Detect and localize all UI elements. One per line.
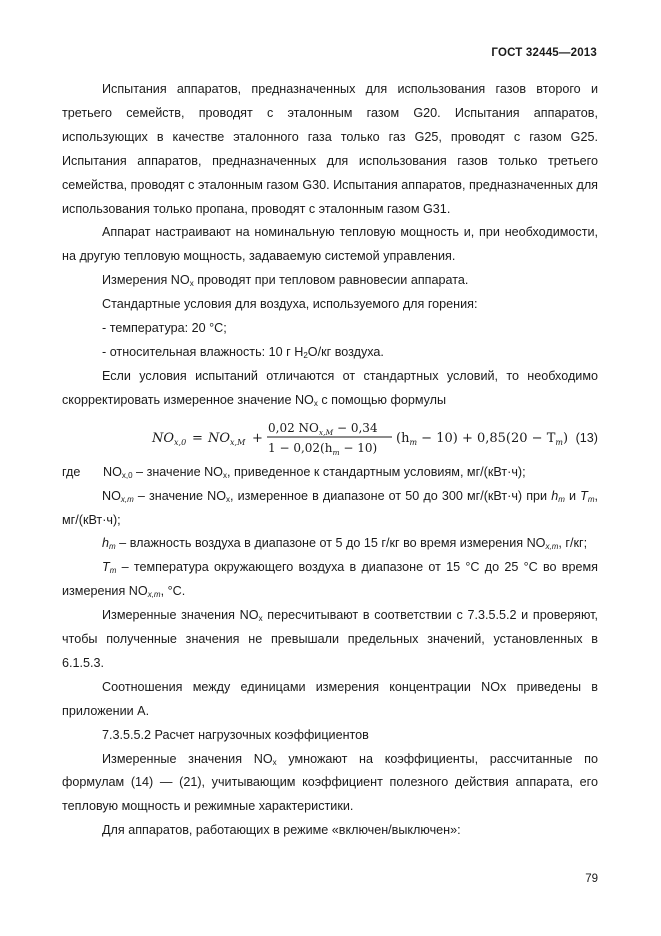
paragraph-nox-measurement: Измерения $NO_x$ проводят при тепловом равновесии аппарата.: [102, 273, 469, 289]
formula-term1: NO: [208, 430, 231, 446]
formula-13: [62, 413, 598, 461]
formula-expression: [152, 415, 569, 459]
definition-nox0: где $NO_{x,0}$ – значение $NO_x$, приведенное к стандартным условиям, мг/(кВт·ч);: [62, 464, 526, 480]
paragraph-load-factors: Измеренные значения $NO_x$ умножают на коэффициенты, рассчитанные по формулам (14) — (21), учитывающим коэффициент полезного действия аппарата, его тепловую мощность и режимные характеристики.: [62, 751, 598, 814]
svg-text:NOx,M: $NO_{x,M}$: [208, 430, 246, 447]
paragraph-on-off-mode: Для аппаратов, работающих в режиме «включен/выключен»:: [102, 823, 461, 838]
paragraph-units-annex: Соотношения между единицами измерения концентрации NOx приведены в приложении А.: [62, 679, 598, 718]
formula-numerator: 0,02 NO: [268, 420, 319, 435]
svg-text:NOx,0: $NO_{x,0}$: [152, 430, 187, 447]
paragraph-heat-output: Аппарат настраивают на номинальную тепловую мощность и, при необходимости, на другую тепловую мощность, задаваемую системой управления.: [62, 225, 598, 264]
standard-header: ГОСТ 32445—2013: [491, 47, 597, 59]
svg-text:(hm − 10) + 0,85(20 − Tm): $(h_m - 10) + 0,85(20 - T_m)$: [396, 430, 569, 447]
paragraph-standard-conditions: Стандартные условия для воздуха, используемого для горения:: [102, 297, 478, 312]
definition-noxm: $NO_{x,m}$ – значение $NO_x$, измеренное в диапазоне от 50 до 300 мг/(кВт·ч) при $h_m$ и $T_m$, мг/(кВт·ч);: [62, 488, 598, 527]
paragraph-recalculation: Измеренные значения $NO_x$ пересчитывают в соответствии с 7.3.5.5.2 и проверяют, чтобы полученные значения не превышали предельных значений, установленных в 6.1.5.3.: [62, 608, 598, 670]
body-text: [62, 78, 598, 843]
paragraph-humidity: - относительная влажность: 10 г $H_2O/кг$ воздуха.: [102, 344, 384, 360]
paragraph-temperature: - температура: 20 °С;: [102, 321, 227, 336]
formula-lhs: NO: [152, 430, 175, 446]
svg-text:0,02 NOx,M − 0,34: 0,02 $NO_{x,M} - 0,34$: [268, 420, 378, 437]
formula-denominator: 1 − 0,02(h: [268, 440, 333, 455]
definition-hm: $h_m$ – влажность воздуха в диапазоне от 5 до 15 г/кг во время измерения $NO_{x,m}$, г/кг;: [102, 536, 588, 552]
paragraph-test-gases: Испытания аппаратов, предназначенных для использования газов второго и третьего семейств, проводят с эталонным газом G20. Испытания аппаратов, использующих в качестве эталонного газа только газ G25, проводят с газом G25. Испытания аппаратов, предназначенных для использования газов только третьего семейства, проводят с эталонным газом G30. Испытания аппаратов, предназначенных для использования только пропана, проводят с эталонным газом G31.: [62, 82, 598, 216]
formula-plus: +: [252, 430, 263, 446]
formula-tail: (h: [396, 430, 410, 446]
equation-number: (13): [575, 430, 598, 445]
paragraph-correction: Если условия испытаний отличаются от стандартных условий, то необходимо скорректировать измеренное значение $NO_x$ с помощью формулы: [62, 368, 598, 408]
svg-text:1 − 0,02(hm − 10): $1 - 0,02(h_m - 10)$: [268, 440, 378, 457]
formula-equals: =: [192, 430, 203, 446]
definition-tm: $T_m$ – температура окружающего воздуха в диапазоне от 15 °С до 25 °С во время измерения $NO_{x,m}$, °С.: [62, 560, 598, 600]
section-heading-7-3-5-5-2: 7.3.5.5.2 Расчет нагрузочных коэффициентов: [102, 727, 369, 742]
page-number: 79: [585, 873, 598, 885]
